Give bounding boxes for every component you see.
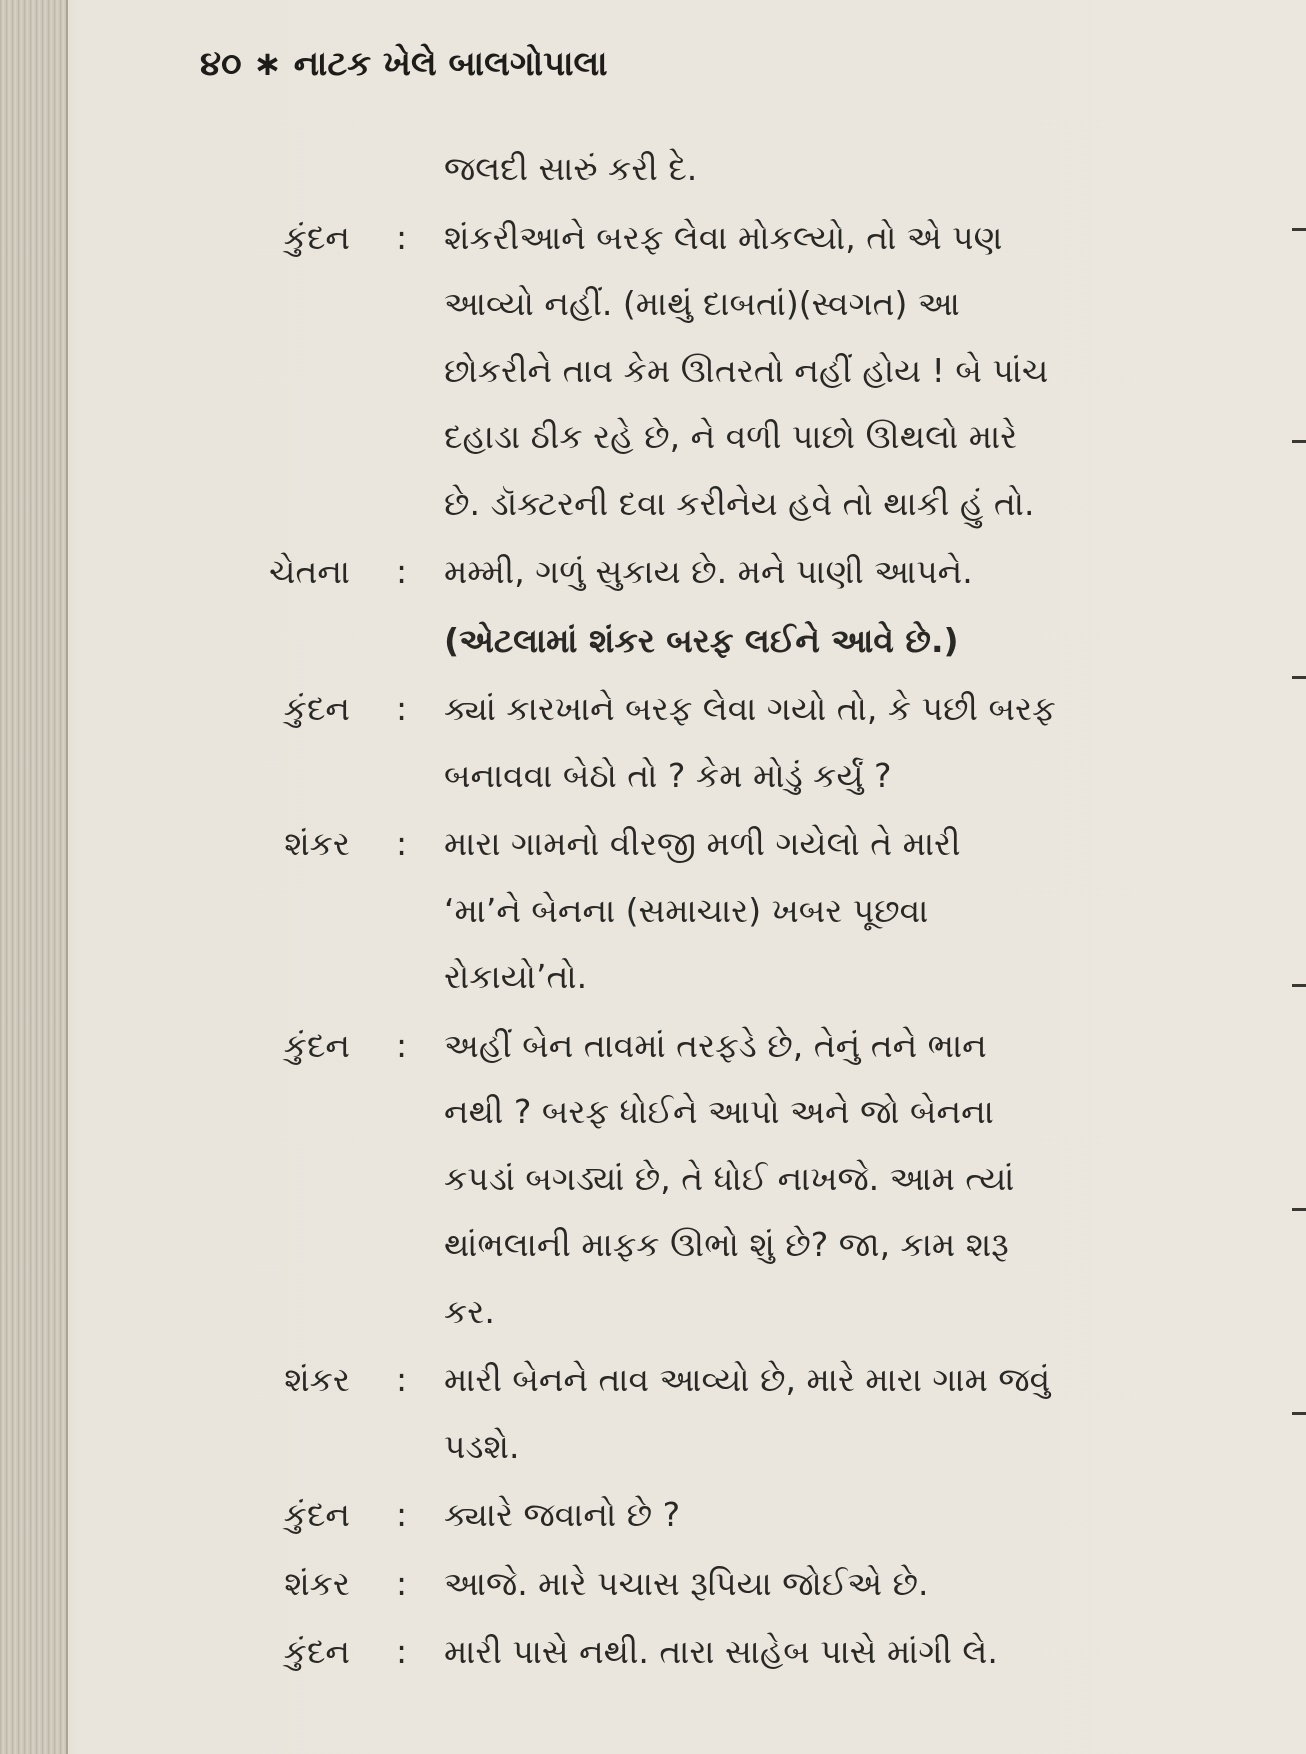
- dialogue-row: [0, 1551, 1306, 1618]
- text-line: કપડાં બગડ્યાં છે, તે ધોઈ નાખજે. આમ ત્યાં: [444, 1158, 1015, 1198]
- page-header: ૪૦ ∗ નાટક ખેલે બાલગોપાલા: [200, 44, 608, 84]
- text-line: મારી પાસે નથી. તારા સાહેબ પાસે માંગી લે.: [444, 1632, 998, 1671]
- speaker-colon: :: [396, 1563, 408, 1603]
- page-edge-marks: [1292, 0, 1306, 1754]
- speaker-colon: :: [396, 689, 408, 728]
- text-line: કર.: [444, 1291, 495, 1331]
- dialogue-text: [444, 811, 1184, 1011]
- speaker-name: શંકર: [284, 824, 350, 863]
- text-line: છે. ડૉક્ટરની દવા કરીનેય હવે તો થાકી હું તો.: [444, 483, 1035, 523]
- speaker-name: શંકર: [284, 1360, 350, 1399]
- text-line: મમ્મી, ગળું સુકાય છે. મને પાણી આપને.: [444, 552, 973, 591]
- dialogue-text: [444, 1013, 1184, 1346]
- text-line: ક્યારે જવાનો છે ?: [444, 1495, 681, 1534]
- dialogue-row: [0, 1013, 1306, 1346]
- dialogue-row: [0, 811, 1306, 1011]
- dialogue-text: [444, 1347, 1184, 1480]
- text-line: શંકરીઆને બરફ લેવા મોકલ્યો, તો એ પણ: [444, 217, 1003, 257]
- dialogue-row: [0, 1482, 1306, 1549]
- text-line: બનાવવા બેઠો તો ? કેમ મોડું કર્યું ?: [444, 755, 892, 795]
- text-line: દહાડા ઠીક રહે છે, ને વળી પાછો ઊથલો મારે: [444, 417, 1018, 456]
- speaker-name: કુંદન: [283, 1495, 350, 1534]
- stage-direction: [444, 608, 1184, 675]
- dialogue-text: [444, 205, 1184, 538]
- text-line: મારી બેનને તાવ આવ્યો છે, મારે મારા ગામ જવું: [444, 1360, 1051, 1399]
- text-line: અહીં બેન તાવમાં તરફડે છે, તેનું તને ભાન: [444, 1025, 987, 1065]
- dialogue-row: [0, 1619, 1306, 1686]
- dialogue-row: [0, 608, 1306, 675]
- dialogue-text: [444, 1619, 1184, 1686]
- text-line: થાંભલાની માફક ઊભો શું છે? જા, કામ શરૂ: [444, 1225, 1009, 1264]
- dialogue-row: [0, 136, 1306, 203]
- text-line: આવ્યો નહીં. (માથું દાબતાં)(સ્વગત) આ: [444, 284, 960, 323]
- text-line: મારા ગામનો વીરજી મળી ગયેલો તે મારી: [444, 824, 961, 863]
- speaker-colon: :: [396, 1025, 408, 1065]
- text-line: (એટલામાં શંકર બરફ લઈને આવે છે.): [444, 620, 959, 660]
- dialogue-text: [444, 1551, 1184, 1618]
- text-line: પડશે.: [444, 1426, 520, 1466]
- text-line: રોકાયો’તો.: [444, 957, 588, 996]
- speaker-name: શંકર: [284, 1563, 350, 1603]
- text-line: છોકરીને તાવ કેમ ઊતરતો નહીં હોય ! બે પાંચ: [444, 350, 1049, 390]
- speaker-name: કુંદન: [283, 217, 350, 257]
- speaker-name: કુંદન: [283, 1025, 350, 1065]
- speaker-colon: :: [396, 824, 408, 863]
- speaker-name: કુંદન: [283, 689, 350, 728]
- dialogue-text: [444, 1482, 1184, 1549]
- speaker-colon: :: [396, 552, 408, 591]
- speaker-colon: :: [396, 1632, 408, 1671]
- play-script: [0, 136, 1306, 1688]
- dialogue-row: [0, 205, 1306, 538]
- dialogue-row: [0, 539, 1306, 606]
- text-line: આજે. મારે પચાસ રૂપિયા જોઈએ છે.: [444, 1563, 929, 1603]
- text-line: નથી ? બરફ ધોઈને આપો અને જો બેનના: [444, 1092, 994, 1131]
- speaker-colon: :: [396, 217, 408, 257]
- dialogue-row: [0, 1347, 1306, 1480]
- text-line: ‘મા’ને બેનના (સમાચાર) ખબર પૂછવા: [444, 890, 929, 930]
- dialogue-text: [444, 539, 1184, 606]
- speaker-name: કુંદન: [283, 1632, 350, 1671]
- dialogue-row: [0, 676, 1306, 809]
- speaker-colon: :: [396, 1360, 408, 1399]
- text-line: જલદી સારું કરી દે.: [444, 149, 698, 188]
- dialogue-text: [444, 136, 1184, 203]
- text-line: ક્યાં કારખાને બરફ લેવા ગયો તો, કે પછી બરફ: [444, 689, 1056, 728]
- speaker-colon: :: [396, 1495, 408, 1534]
- dialogue-text: [444, 676, 1184, 809]
- speaker-name: ચેતના: [269, 552, 350, 591]
